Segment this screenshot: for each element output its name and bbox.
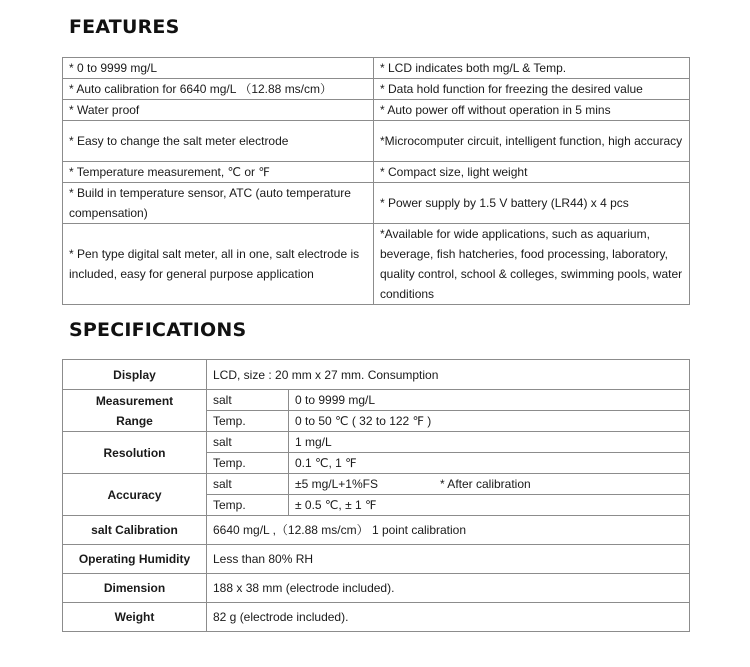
spec-row-measurement-range xyxy=(63,390,690,411)
spec-label-line: Range xyxy=(116,413,153,428)
spec-label-salt-calibration: salt Calibration xyxy=(63,516,207,545)
spec-row-display xyxy=(63,360,690,390)
spec-value-accuracy-salt xyxy=(289,474,690,495)
table-row xyxy=(63,58,690,79)
feature-cell: * Build in temperature sensor, ATC (auto temperature compensation) xyxy=(63,183,374,224)
spec-row-dimension xyxy=(63,574,690,603)
spec-value: ±5 mg/L+1%FS xyxy=(295,477,378,491)
spec-value: 0.1 ℃, 1 ℉ xyxy=(289,453,690,474)
spec-sub-temp: Temp. xyxy=(207,495,289,516)
feature-cell: *Microcomputer circuit, intelligent function, high accuracy xyxy=(374,121,690,162)
specifications-table xyxy=(62,359,690,632)
spec-value: 0 to 9999 mg/L xyxy=(289,390,690,411)
features-table xyxy=(62,57,690,305)
spec-label-weight: Weight xyxy=(63,603,207,632)
spec-row-resolution xyxy=(63,432,690,453)
spec-label-resolution: Resolution xyxy=(63,432,207,474)
spec-sub-temp: Temp. xyxy=(207,453,289,474)
feature-cell: * Pen type digital salt meter, all in one, salt electrode is included, easy for general purpose application xyxy=(63,224,374,305)
feature-cell: * Easy to change the salt meter electrode xyxy=(63,121,374,162)
spec-label-dimension: Dimension xyxy=(63,574,207,603)
specifications-heading: SPECIFICATIONS xyxy=(69,319,247,341)
feature-cell: * Data hold function for freezing the desired value xyxy=(374,79,690,100)
spec-sub-salt: salt xyxy=(207,474,289,495)
table-row xyxy=(63,224,690,305)
calibration-note: * After calibration xyxy=(439,477,531,491)
feature-cell: * Auto power off without operation in 5 mins xyxy=(374,100,690,121)
spec-value-display: LCD, size : 20 mm x 27 mm. Consumption xyxy=(207,360,690,390)
feature-cell: * Compact size, light weight xyxy=(374,162,690,183)
spec-value: 1 mg/L xyxy=(289,432,690,453)
spec-sub-temp: Temp. xyxy=(207,411,289,432)
table-row xyxy=(63,79,690,100)
features-heading: FEATURES xyxy=(69,16,180,38)
spec-label-measurement-range xyxy=(63,390,207,432)
spec-value: 0 to 50 ℃ ( 32 to 122 ℉ ) xyxy=(289,411,690,432)
spec-row-accuracy xyxy=(63,474,690,495)
spec-value: 188 x 38 mm (electrode included). xyxy=(207,574,690,603)
spec-value: 82 g (electrode included). xyxy=(207,603,690,632)
spec-value: 6640 mg/L ,（12.88 ms/cm） 1 point calibration xyxy=(207,516,690,545)
spec-label-operating-humidity: Operating Humidity xyxy=(63,545,207,574)
spec-value: ± 0.5 ℃, ± 1 ℉ xyxy=(289,495,690,516)
spec-sub-salt: salt xyxy=(207,390,289,411)
table-row xyxy=(63,121,690,162)
spec-sub-salt: salt xyxy=(207,432,289,453)
feature-cell: * Water proof xyxy=(63,100,374,121)
feature-cell: * Temperature measurement, ℃ or ℉ xyxy=(63,162,374,183)
spec-value: Less than 80% RH xyxy=(207,545,690,574)
feature-cell: * Power supply by 1.5 V battery (LR44) x 4 pcs xyxy=(374,183,690,224)
spec-label-accuracy: Accuracy xyxy=(63,474,207,516)
feature-cell: * LCD indicates both mg/L & Temp. xyxy=(374,58,690,79)
feature-cell: * Auto calibration for 6640 mg/L （12.88 ms/cm） xyxy=(63,79,374,100)
spec-row-salt-calibration xyxy=(63,516,690,545)
feature-cell: *Available for wide applications, such as aquarium, beverage, fish hatcheries, food processing, laboratory, quality control, school & colleges, swimming pools, water conditions xyxy=(374,224,690,305)
table-row xyxy=(63,183,690,224)
feature-cell: * 0 to 9999 mg/L xyxy=(63,58,374,79)
spec-label-display: Display xyxy=(63,360,207,390)
table-row xyxy=(63,162,690,183)
spec-row-weight xyxy=(63,603,690,632)
table-row xyxy=(63,100,690,121)
spec-label-line: Measurement xyxy=(95,393,174,408)
spec-row-operating-humidity xyxy=(63,545,690,574)
